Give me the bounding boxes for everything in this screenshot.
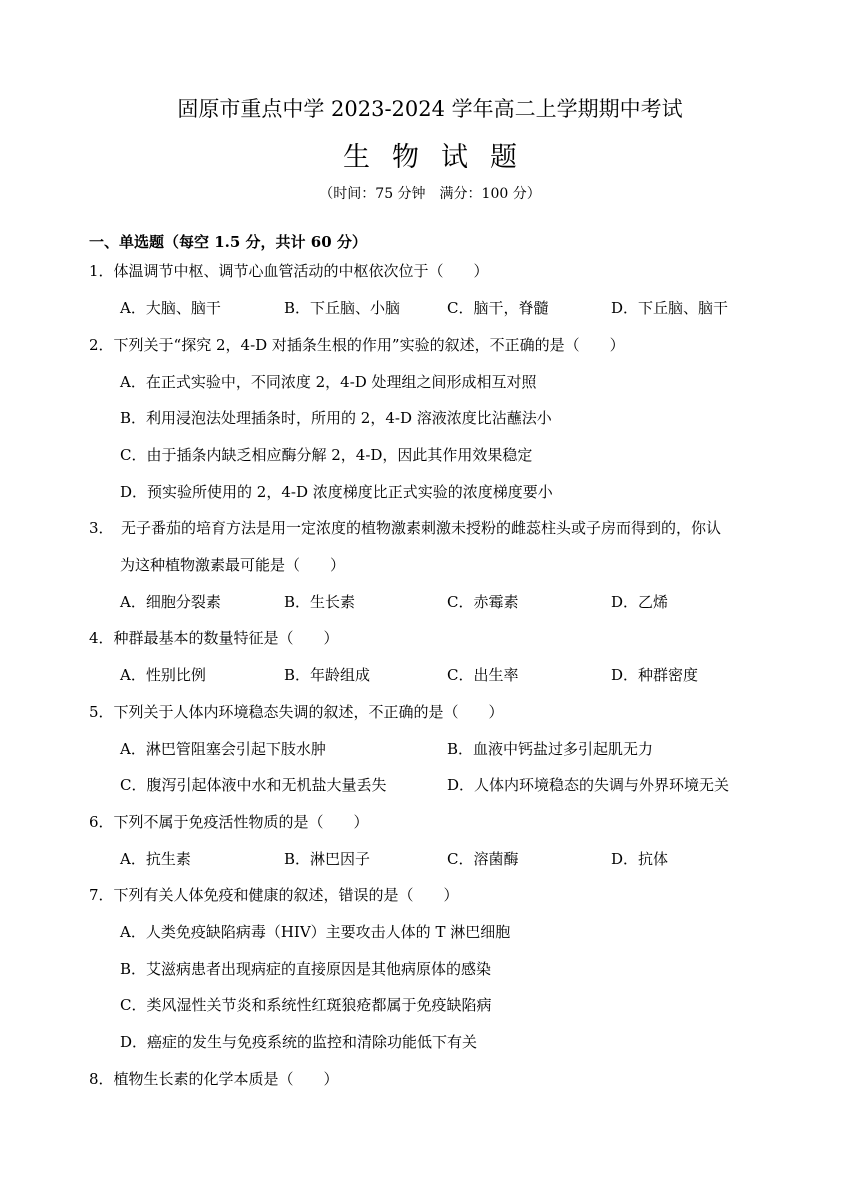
q3-option-d: D．乙烯	[611, 593, 669, 611]
section-heading: 一、单选题（每空 1.5 分，共计 60 分）	[89, 233, 367, 251]
q5-option-d: D．人体内环境稳态的失调与外界环境无关	[447, 776, 730, 794]
q6-option-b: B．淋巴因子	[284, 850, 371, 868]
q7-option-b: B．艾滋病患者出现病症的直接原因是其他病原体的感染	[120, 960, 492, 978]
q6-option-a: A．抗生素	[120, 850, 191, 868]
q2-option-c: C．由于插条内缺乏相应酶分解 2，4-D，因此其作用效果稳定	[120, 446, 533, 464]
q1-option-b: B．下丘脑、小脑	[284, 299, 401, 317]
q3-option-c: C．赤霉素	[447, 593, 519, 611]
q7-option-a: A．人类免疫缺陷病毒（HIV）主要攻击人体的 T 淋巴细胞	[120, 923, 511, 941]
q1-option-d: D．下丘脑、脑干	[611, 299, 729, 317]
question-4: 4．种群最基本的数量特征是（ ）	[89, 629, 339, 647]
q1-option-a: A．大脑、脑干	[120, 299, 221, 317]
question-7: 7．下列有关人体免疫和健康的叙述，错误的是（ ）	[89, 886, 459, 904]
question-8: 8．植物生长素的化学本质是（ ）	[89, 1070, 339, 1088]
question-1: 1．体温调节中枢、调节心血管活动的中枢依次位于（ ）	[89, 262, 489, 280]
exam-title: 固原市重点中学 2023-2024 学年高二上学期期中考试	[177, 97, 683, 121]
question-6: 6．下列不属于免疫活性物质的是（ ）	[89, 813, 369, 831]
question-5: 5．下列关于人体内环境稳态失调的叙述，不正确的是（ ）	[89, 703, 504, 721]
q6-option-c: C．溶菌酶	[447, 850, 519, 868]
question-2: 2．下列关于“探究 2，4-D 对插条生根的作用”实验的叙述，不正确的是（ ）	[89, 336, 625, 354]
question-3-continued: 为这种植物激素最可能是（ ）	[120, 556, 346, 574]
q4-option-c: C．出生率	[447, 666, 519, 684]
q4-option-b: B．年龄组成	[284, 666, 371, 684]
q4-option-a: A．性别比例	[120, 666, 206, 684]
question-3: 3． 无子番茄的培育方法是用一定浓度的植物激素刺激未授粉的雌蕊柱头或子房而得到的，你认	[89, 519, 722, 537]
subject-title: 生物试题	[343, 142, 539, 173]
q2-option-b: B．利用浸泡法处理插条时，所用的 2，4-D 溶液浓度比沾蘸法小	[120, 409, 552, 427]
exam-meta: （时间：75 分钟 满分：100 分）	[319, 186, 541, 202]
q5-option-a: A．淋巴管阻塞会引起下肢水肿	[120, 740, 326, 758]
q4-option-d: D．种群密度	[611, 666, 699, 684]
q5-option-c: C．腹泻引起体液中水和无机盐大量丢失	[120, 776, 387, 794]
q2-option-a: A．在正式实验中，不同浓度 2，4-D 处理组之间形成相互对照	[120, 373, 537, 391]
q5-option-b: B．血液中钙盐过多引起肌无力	[447, 740, 654, 758]
q2-option-d: D．预实验所使用的 2，4-D 浓度梯度比正式实验的浓度梯度要小	[120, 483, 553, 501]
q1-option-c: C．脑干，脊髓	[447, 299, 549, 317]
q7-option-d: D．癌症的发生与免疫系统的监控和清除功能低下有关	[120, 1033, 478, 1051]
q3-option-b: B．生长素	[284, 593, 356, 611]
q7-option-c: C．类风湿性关节炎和系统性红斑狼疮都属于免疫缺陷病	[120, 996, 492, 1014]
q3-option-a: A．细胞分裂素	[120, 593, 221, 611]
q6-option-d: D．抗体	[611, 850, 669, 868]
